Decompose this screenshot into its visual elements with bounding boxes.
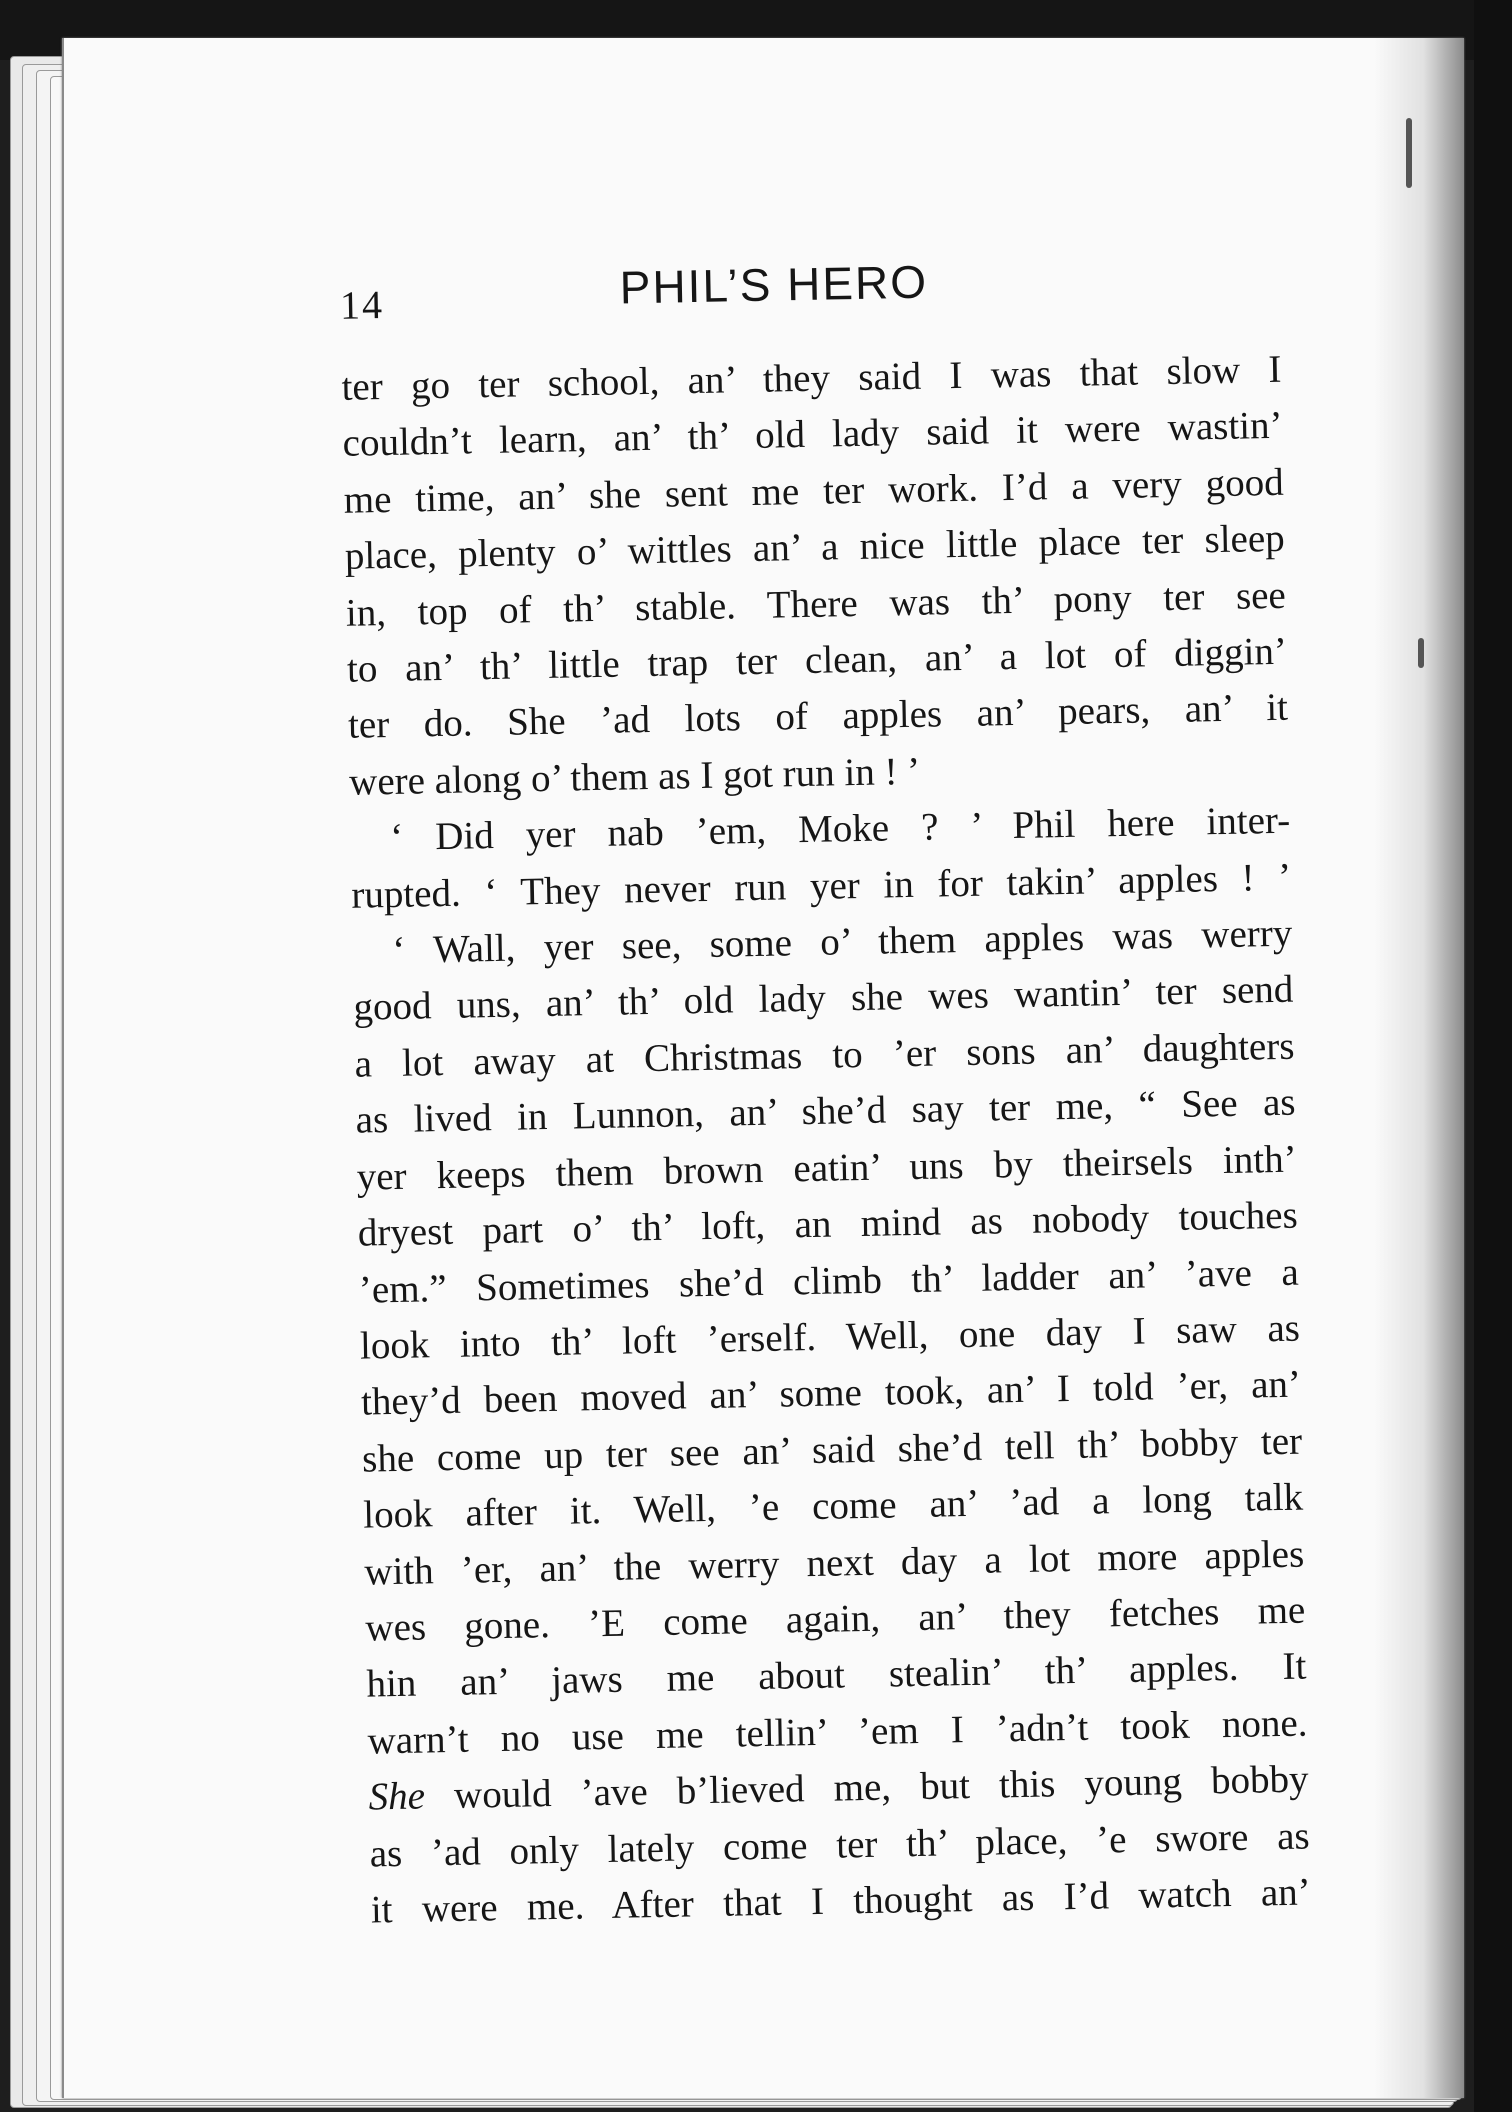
text-line: a lot away at Christmas to ’er sons an’ daughters — [354, 1024, 1295, 1086]
text-line: me time, an’ she sent me ter work. I’d a very good — [343, 460, 1284, 522]
page-gutter-shadow — [1374, 38, 1464, 2098]
text-line: look into th’ loft ’erself. Well, one day I saw as — [359, 1306, 1301, 1368]
text-line: ‘ Wall, yer see, some o’ them apples was werry — [391, 911, 1293, 973]
italic-word: She — [368, 1774, 426, 1819]
text-line: warn’t no use me tellin’ ’em I ’adn’t took none. — [367, 1701, 1308, 1763]
page-number: 14 — [339, 281, 385, 328]
text-line: place, plenty o’ wittles an’ a nice little place ter sleep — [344, 516, 1286, 579]
text-line: to an’ th’ little trap ter clean, an’ a lot of diggin’ — [346, 629, 1288, 691]
text-line: dryest part o’ th’ loft, an mind as nobody touches — [357, 1193, 1299, 1255]
text-line-rest: would ’ave b’lieved me, but this young bobby — [453, 1757, 1309, 1818]
text-line: she come up ter see an’ said she’d tell th’ bobby ter — [361, 1419, 1303, 1481]
text-line: good uns, an’ th’ old lady she wes wantin’ ter send — [353, 968, 1294, 1030]
text-line: look after it. Well, ’e come an’ ’ad a long talk — [362, 1475, 1304, 1537]
text-line: with ’er, an’ the werry next day a lot more apples — [363, 1532, 1305, 1594]
book-page — [62, 38, 1464, 2098]
text-line: it were me. After that I thought as I’d watch an’ — [370, 1870, 1312, 1932]
running-title: PHIL’S HERO — [619, 255, 929, 314]
scan-background-right — [1474, 0, 1512, 2112]
binding-mark — [1406, 118, 1412, 188]
binding-mark — [1418, 638, 1424, 668]
text-line: ’em.” Sometimes she’d climb th’ ladder an’ ’ave a — [358, 1250, 1300, 1312]
text-line: yer keeps them brown eatin’ uns by theirsels inth’ — [356, 1137, 1297, 1199]
text-line: were along o’ them as I got run in ! ’ — [348, 749, 921, 804]
text-line: ‘ Did yer nab ’em, Moke ? ’ Phil here inter- — [389, 798, 1291, 860]
text-line: wes gone. ’E come again, an’ they fetches me — [365, 1588, 1306, 1650]
text-line: ter do. She ’ad lots of apples an’ pears, an’ it — [347, 686, 1289, 748]
text-line: rupted. ‘ They never run yer in for takin’ apples ! ’ — [350, 855, 1292, 917]
text-line: hin an’ jaws me about stealin’ th’ apples. It — [366, 1644, 1307, 1706]
text-line: in, top of th’ stable. There was th’ pony ter see — [345, 573, 1287, 635]
text-line: they’d been moved an’ some took, an’ I told ’er, an’ — [360, 1362, 1302, 1424]
text-line: as lived in Lunnon, an’ she’d say ter me, “ See as — [355, 1080, 1296, 1142]
text-line: as ’ad only lately come ter th’ place, ’e swore as — [369, 1814, 1310, 1876]
text-block — [279, 234, 1321, 1940]
text-line: couldn’t learn, an’ th’ old lady said it were wastin’ — [342, 404, 1283, 466]
page-header — [279, 234, 1290, 333]
body-text — [281, 342, 1311, 1940]
text-line: ter go ter school, an’ they said I was that slow I — [341, 347, 1282, 409]
